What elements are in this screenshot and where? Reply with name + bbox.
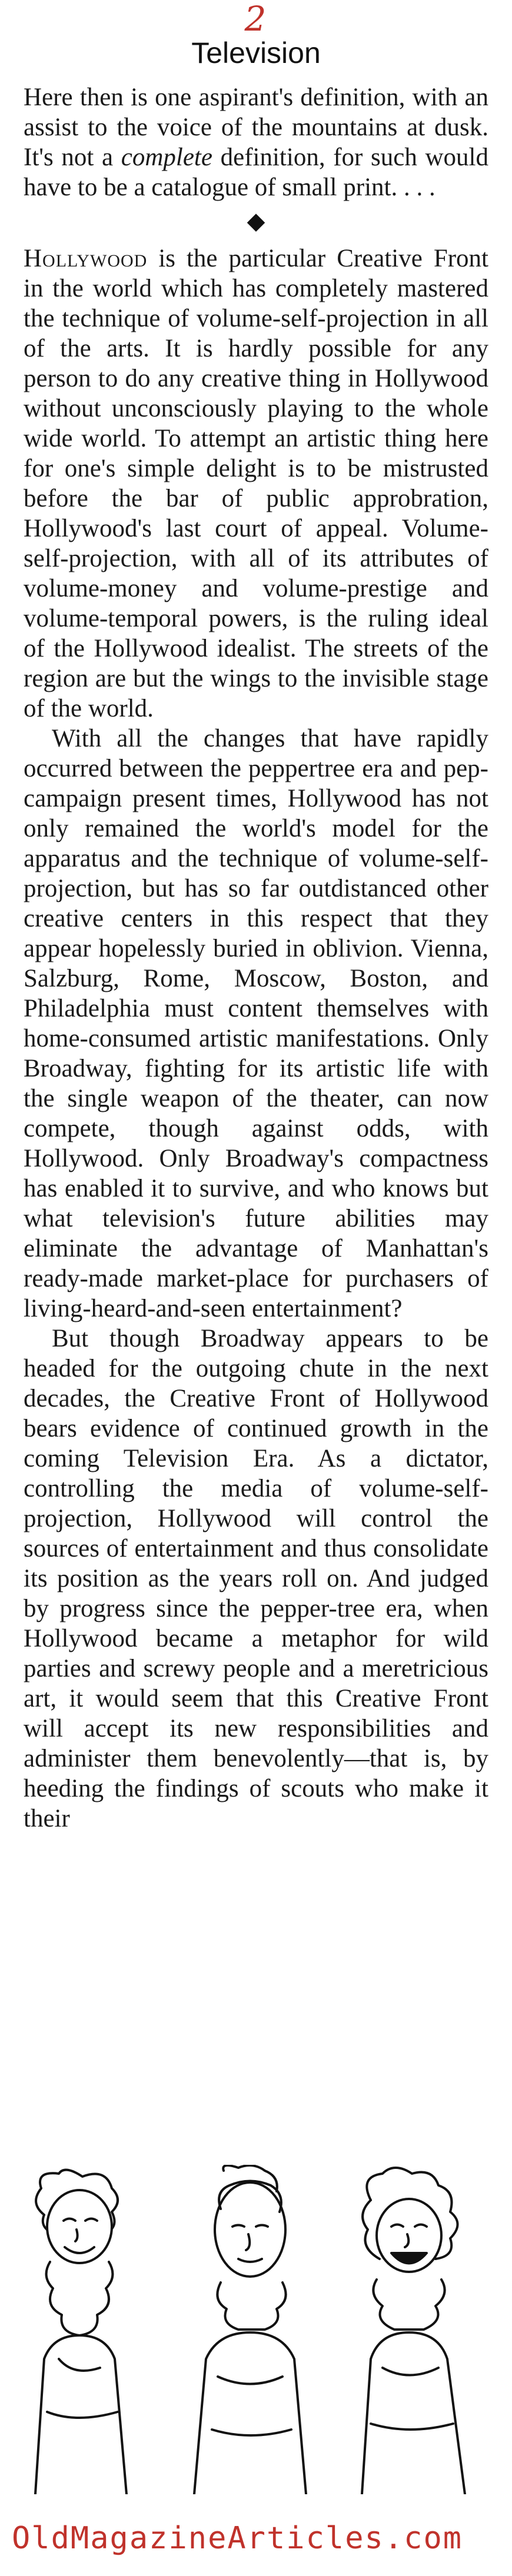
watermark-site-name: OldMagazineArticles.com [12, 2521, 463, 2556]
paragraph-1 [24, 82, 488, 202]
cartoon-illustration [18, 2165, 494, 2494]
cartoon-figure-left [35, 2170, 127, 2494]
paragraph-2 [24, 244, 488, 724]
paragraph-4-text: But though Broadway appears to be headed for the outgoing chute in the next decades, the Creative Front of Hollywood bears evidence of continued growth in the coming Television Era. As a dictator, controlling the media of volume-self-projection, Hollywood will control the sources of entertainment and thus consolidate its position as the years roll on. And judged by progress since the pepper-tree era, when Hollywood became a metaphor for wild parties and screwy people and a meretricious art, it would seem that this Creative Front will accept its new responsibilities and administer them benevolently—that is, by heeding the findings of scouts who make it their [24, 1325, 488, 1832]
paragraph-2-lead-word: Hollywood [24, 245, 148, 272]
paragraph-1-italic-word: complete [121, 144, 212, 171]
paragraph-3 [24, 724, 488, 1324]
section-divider-diamond-icon: ◆ [247, 208, 265, 234]
paragraph-2-text: is the particular Creative Front in the world which has completely mastered the technique of volume-self-projection in all of the arts. It is hardly possible for any person to do any creative thing in Hollywood without unconsciously playing to the whole wide world. To attempt an artistic thing here for one's simple delight is to be mistrusted before the bar of public approbration, Hollywood's last court of appeal. Volume-self-projection, with all of its attributes of volume-money and volume-prestige and volume-temporal powers, is the ruling ideal of the Hollywood idealist. The streets of the region are but the wings to the invisible stage of the world. [24, 245, 488, 722]
section-title: Television [191, 36, 321, 69]
page-number: 2 [244, 0, 268, 39]
article-body [24, 82, 488, 1834]
paragraph-3-text: With all the changes that have rapidly occurred between the peppertree era and pep-campaign present times, Hollywood has not only remained the world's model for the apparatus and the technique of volume-self-projection, but has so far outdistanced other creative centers in this respect that they appear hopelessly buried in oblivion. Vienna, Salzburg, Rome, Moscow, Boston, and Philadelphia must content themselves with home-consumed artistic manifestations. Only Broadway, fighting for its artistic life with the single weapon of the theater, can now compete, though against odds, with Hollywood. Only Broadway's compactness has enabled it to survive, and who knows but what television's future abilities may eliminate the advantage of Manhattan's ready-made market-place for purchasers of living-heard-and-seen entertainment? [24, 725, 488, 1322]
paragraph-1-text-b: definition, for such would have to be a catalogue of small print. . . . [24, 144, 489, 201]
cartoon-figure-middle [194, 2165, 306, 2494]
paragraph-1-text-a: Here then is one aspirant's definition, with an assist to the voice of the mountains at dusk. It's not a [24, 84, 488, 171]
cartoon-figure-right [362, 2168, 465, 2494]
paragraph-4 [24, 1324, 488, 1834]
